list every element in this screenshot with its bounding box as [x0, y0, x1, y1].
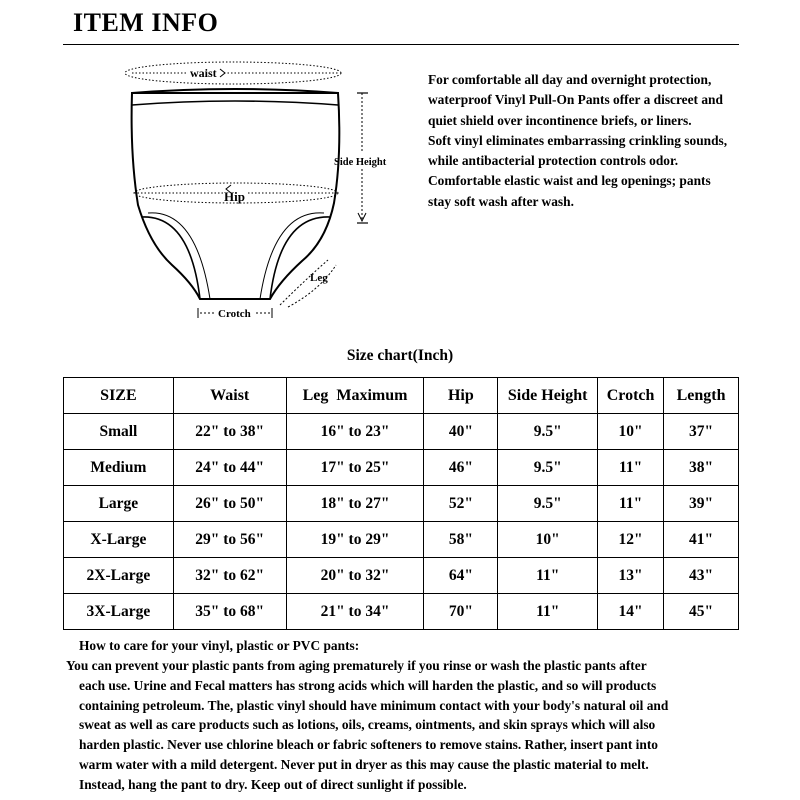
table-cell: 10": [498, 522, 598, 558]
table-row: [64, 558, 739, 594]
care-line: harden plastic. Never use chlorine bleach or fabric softeners to remove stains. Rather, insert pant into: [79, 737, 658, 753]
table-row: [64, 414, 739, 450]
title-divider: [63, 44, 739, 45]
column-header: Hip: [424, 378, 498, 414]
column-header: Waist: [173, 378, 286, 414]
table-cell: 19" to 29": [286, 522, 424, 558]
waist-label: waist: [190, 66, 217, 80]
column-header: Side Height: [498, 378, 598, 414]
table-row: [64, 594, 739, 630]
table-cell: 43": [664, 558, 739, 594]
table-cell: 22" to 38": [173, 414, 286, 450]
table-cell: 11": [598, 486, 664, 522]
table-cell: 12": [598, 522, 664, 558]
table-cell: Medium: [64, 450, 174, 486]
table-cell: 9.5": [498, 414, 598, 450]
product-description: [428, 70, 728, 212]
table-cell: 21" to 34": [286, 594, 424, 630]
table-cell: 2X-Large: [64, 558, 174, 594]
care-line: warm water with a mild detergent. Never put in dryer as this may cause the plastic material to melt.: [79, 756, 649, 772]
care-line: each use. Urine and Fecal matters has strong acids which will harden the plastic, and so will products: [79, 677, 657, 693]
column-header: Leg Maximum: [286, 378, 424, 414]
description-paragraph: For comfortable all day and overnight protection, waterproof Vinyl Pull-On Pants offer a discreet and quiet shield over incontinence briefs, or liners.: [428, 72, 723, 128]
side-height-label: Side Height: [334, 157, 387, 168]
hip-label: Hip: [224, 189, 245, 204]
table-cell: 11": [498, 558, 598, 594]
table-cell: 14": [598, 594, 664, 630]
table-row: [64, 522, 739, 558]
leg-label: Leg: [310, 272, 328, 284]
table-cell: 32" to 62": [173, 558, 286, 594]
table-cell: 38": [664, 450, 739, 486]
table-cell: 26" to 50": [173, 486, 286, 522]
page-title: ITEM INFO: [73, 8, 219, 37]
table-cell: 41": [664, 522, 739, 558]
crotch-label: Crotch: [218, 308, 251, 320]
pants-measurement-diagram: [120, 55, 410, 325]
table-cell: 13": [598, 558, 664, 594]
table-cell: 58": [424, 522, 498, 558]
column-header: Length: [664, 378, 739, 414]
table-cell: 64": [424, 558, 498, 594]
table-cell: 39": [664, 486, 739, 522]
table-cell: 70": [424, 594, 498, 630]
table-row: [64, 486, 739, 522]
care-heading: How to care for your vinyl, plastic or PVC pants:: [79, 638, 360, 653]
table-cell: 46": [424, 450, 498, 486]
table-row: [64, 450, 739, 486]
table-cell: 35" to 68": [173, 594, 286, 630]
table-cell: Small: [64, 414, 174, 450]
care-line: Instead, hang the pant to dry. Keep out of direct sunlight if possible.: [79, 776, 467, 792]
care-line: You can prevent your plastic pants from aging prematurely if you rinse or wash the plastic pants after: [66, 658, 647, 673]
table-cell: 9.5": [498, 450, 598, 486]
table-cell: X-Large: [64, 522, 174, 558]
table-cell: Large: [64, 486, 174, 522]
table-cell: 9.5": [498, 486, 598, 522]
table-cell: 20" to 32": [286, 558, 424, 594]
column-header: SIZE: [64, 378, 174, 414]
table-cell: 29" to 56": [173, 522, 286, 558]
table-cell: 37": [664, 414, 739, 450]
table-cell: 18" to 27": [286, 486, 424, 522]
care-line: sweat as well as care products such as lotions, oils, creams, ointments, and skin sprays which will also: [79, 717, 656, 733]
table-cell: 10": [598, 414, 664, 450]
table-cell: 52": [424, 486, 498, 522]
table-cell: 16" to 23": [286, 414, 424, 450]
column-header: Crotch: [598, 378, 664, 414]
table-cell: 11": [498, 594, 598, 630]
description-paragraph: Soft vinyl eliminates embarrassing crinkling sounds, while antibacterial protection controls odor. Comfortable elastic waist and leg openings; pants stay soft wash after wash.: [428, 132, 728, 209]
table-cell: 17" to 25": [286, 450, 424, 486]
care-line: containing petroleum. The, plastic vinyl should have minimum contact with your body's natural oil and: [79, 697, 669, 713]
table-cell: 24" to 44": [173, 450, 286, 486]
table-cell: 11": [598, 450, 664, 486]
size-chart-table: [63, 377, 739, 630]
table-cell: 3X-Large: [64, 594, 174, 630]
size-chart-title: Size chart(Inch): [346, 347, 454, 364]
table-header-row: [64, 378, 739, 414]
table-cell: 45": [664, 594, 739, 630]
care-instructions: [66, 656, 746, 795]
table-cell: 40": [424, 414, 498, 450]
